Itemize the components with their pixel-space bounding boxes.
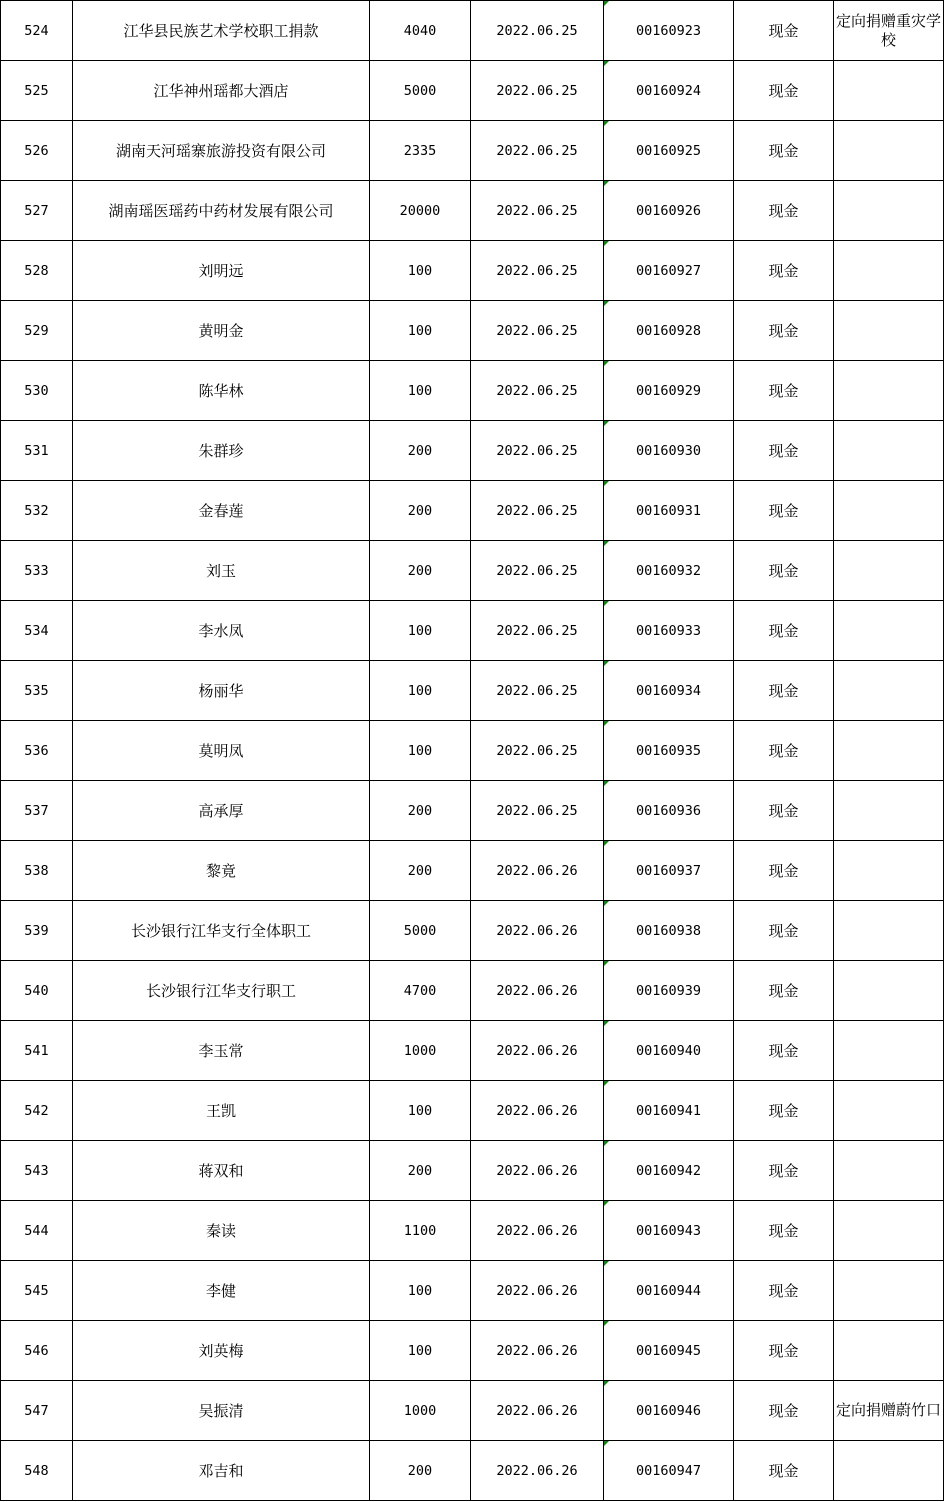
receipt-number-cell: 00160936 [604,781,734,841]
payment-method-cell: 现金 [734,721,834,781]
row-number-cell: 526 [1,121,73,181]
note-cell [834,1081,944,1141]
amount-cell: 100 [370,301,471,361]
payment-method-cell: 现金 [734,1,834,61]
table-row [1,1141,944,1201]
row-number-cell: 543 [1,1141,73,1201]
amount-cell: 100 [370,361,471,421]
date-cell: 2022.06.25 [471,541,604,601]
table-row [1,601,944,661]
amount-cell: 4700 [370,961,471,1021]
donor-name-cell: 湖南瑶医瑶药中药材发展有限公司 [73,181,370,241]
payment-method-cell: 现金 [734,1321,834,1381]
table-row [1,241,944,301]
date-cell: 2022.06.25 [471,1,604,61]
donor-name-cell: 李健 [73,1261,370,1321]
date-cell: 2022.06.25 [471,61,604,121]
note-cell [834,481,944,541]
amount-cell: 2335 [370,121,471,181]
payment-method-cell: 现金 [734,1141,834,1201]
amount-cell: 200 [370,841,471,901]
payment-method-cell: 现金 [734,1441,834,1501]
date-cell: 2022.06.25 [471,421,604,481]
receipt-number-cell: 00160945 [604,1321,734,1381]
amount-cell: 100 [370,721,471,781]
amount-cell: 200 [370,1141,471,1201]
date-cell: 2022.06.26 [471,841,604,901]
donor-name-cell: 吴振清 [73,1381,370,1441]
table-row [1,961,944,1021]
date-cell: 2022.06.25 [471,781,604,841]
amount-cell: 100 [370,241,471,301]
payment-method-cell: 现金 [734,901,834,961]
date-cell: 2022.06.26 [471,1261,604,1321]
receipt-number-cell: 00160939 [604,961,734,1021]
row-number-cell: 538 [1,841,73,901]
note-cell [834,121,944,181]
table-row [1,721,944,781]
donor-name-cell: 长沙银行江华支行职工 [73,961,370,1021]
payment-method-cell: 现金 [734,121,834,181]
receipt-number-cell: 00160942 [604,1141,734,1201]
row-number-cell: 547 [1,1381,73,1441]
payment-method-cell: 现金 [734,1081,834,1141]
table-row [1,1441,944,1501]
table-row [1,1081,944,1141]
date-cell: 2022.06.25 [471,361,604,421]
table-body [1,1,944,1501]
donor-name-cell: 高承厚 [73,781,370,841]
receipt-number-cell: 00160943 [604,1201,734,1261]
table-row [1,661,944,721]
receipt-number-cell: 00160941 [604,1081,734,1141]
note-cell [834,1441,944,1501]
row-number-cell: 548 [1,1441,73,1501]
donor-name-cell: 蒋双和 [73,1141,370,1201]
amount-cell: 100 [370,1081,471,1141]
date-cell: 2022.06.26 [471,961,604,1021]
note-cell [834,601,944,661]
donor-name-cell: 刘玉 [73,541,370,601]
row-number-cell: 541 [1,1021,73,1081]
payment-method-cell: 现金 [734,1201,834,1261]
date-cell: 2022.06.25 [471,121,604,181]
date-cell: 2022.06.26 [471,1021,604,1081]
donor-name-cell: 杨丽华 [73,661,370,721]
date-cell: 2022.06.25 [471,721,604,781]
row-number-cell: 530 [1,361,73,421]
note-cell [834,961,944,1021]
date-cell: 2022.06.26 [471,1321,604,1381]
row-number-cell: 546 [1,1321,73,1381]
receipt-number-cell: 00160938 [604,901,734,961]
table-row [1,301,944,361]
amount-cell: 1000 [370,1381,471,1441]
row-number-cell: 535 [1,661,73,721]
date-cell: 2022.06.26 [471,1381,604,1441]
date-cell: 2022.06.25 [471,601,604,661]
amount-cell: 5000 [370,61,471,121]
table-row [1,1321,944,1381]
table-row [1,121,944,181]
row-number-cell: 525 [1,61,73,121]
payment-method-cell: 现金 [734,661,834,721]
amount-cell: 200 [370,481,471,541]
donor-name-cell: 朱群珍 [73,421,370,481]
note-cell [834,901,944,961]
receipt-number-cell: 00160935 [604,721,734,781]
date-cell: 2022.06.26 [471,1201,604,1261]
amount-cell: 100 [370,601,471,661]
payment-method-cell: 现金 [734,781,834,841]
receipt-number-cell: 00160937 [604,841,734,901]
donor-name-cell: 江华神州瑶都大酒店 [73,61,370,121]
row-number-cell: 542 [1,1081,73,1141]
donor-name-cell: 黄明金 [73,301,370,361]
receipt-number-cell: 00160931 [604,481,734,541]
row-number-cell: 532 [1,481,73,541]
date-cell: 2022.06.25 [471,481,604,541]
receipt-number-cell: 00160925 [604,121,734,181]
receipt-number-cell: 00160924 [604,61,734,121]
amount-cell: 1000 [370,1021,471,1081]
note-cell [834,361,944,421]
row-number-cell: 537 [1,781,73,841]
payment-method-cell: 现金 [734,61,834,121]
amount-cell: 100 [370,1321,471,1381]
note-cell: 定向捐赠蔚竹口 [834,1381,944,1441]
note-cell [834,1021,944,1081]
receipt-number-cell: 00160944 [604,1261,734,1321]
donor-name-cell: 长沙银行江华支行全体职工 [73,901,370,961]
date-cell: 2022.06.25 [471,241,604,301]
payment-method-cell: 现金 [734,301,834,361]
table-row [1,841,944,901]
donor-name-cell: 莫明凤 [73,721,370,781]
row-number-cell: 540 [1,961,73,1021]
donor-name-cell: 李水凤 [73,601,370,661]
donor-name-cell: 秦读 [73,1201,370,1261]
row-number-cell: 529 [1,301,73,361]
donor-name-cell: 刘明远 [73,241,370,301]
date-cell: 2022.06.26 [471,1081,604,1141]
receipt-number-cell: 00160928 [604,301,734,361]
donor-name-cell: 金春莲 [73,481,370,541]
receipt-number-cell: 00160927 [604,241,734,301]
date-cell: 2022.06.26 [471,1141,604,1201]
row-number-cell: 536 [1,721,73,781]
row-number-cell: 528 [1,241,73,301]
amount-cell: 100 [370,661,471,721]
date-cell: 2022.06.26 [471,901,604,961]
table-row [1,421,944,481]
payment-method-cell: 现金 [734,481,834,541]
receipt-number-cell: 00160929 [604,361,734,421]
date-cell: 2022.06.26 [471,1441,604,1501]
amount-cell: 1100 [370,1201,471,1261]
payment-method-cell: 现金 [734,1261,834,1321]
date-cell: 2022.06.25 [471,181,604,241]
payment-method-cell: 现金 [734,241,834,301]
receipt-number-cell: 00160930 [604,421,734,481]
donor-name-cell: 湖南天河瑶寨旅游投资有限公司 [73,121,370,181]
table-row [1,1261,944,1321]
note-cell [834,1201,944,1261]
donor-name-cell: 黎竟 [73,841,370,901]
table-row [1,1381,944,1441]
payment-method-cell: 现金 [734,961,834,1021]
donor-name-cell: 王凯 [73,1081,370,1141]
table-row [1,1201,944,1261]
receipt-number-cell: 00160934 [604,661,734,721]
note-cell [834,421,944,481]
donor-name-cell: 陈华林 [73,361,370,421]
table-row [1,781,944,841]
row-number-cell: 524 [1,1,73,61]
amount-cell: 100 [370,1261,471,1321]
table-row [1,541,944,601]
table-row [1,1021,944,1081]
receipt-number-cell: 00160947 [604,1441,734,1501]
donor-name-cell: 邓吉和 [73,1441,370,1501]
table-row [1,1,944,61]
amount-cell: 4040 [370,1,471,61]
note-cell [834,301,944,361]
table-row [1,481,944,541]
amount-cell: 5000 [370,901,471,961]
donor-name-cell: 刘英梅 [73,1321,370,1381]
payment-method-cell: 现金 [734,361,834,421]
payment-method-cell: 现金 [734,1381,834,1441]
row-number-cell: 539 [1,901,73,961]
row-number-cell: 531 [1,421,73,481]
payment-method-cell: 现金 [734,841,834,901]
receipt-number-cell: 00160926 [604,181,734,241]
note-cell [834,241,944,301]
payment-method-cell: 现金 [734,1021,834,1081]
note-cell [834,1321,944,1381]
receipt-number-cell: 00160923 [604,1,734,61]
note-cell [834,661,944,721]
note-cell: 定向捐赠重灾学校 [834,1,944,61]
payment-method-cell: 现金 [734,601,834,661]
note-cell [834,841,944,901]
amount-cell: 20000 [370,181,471,241]
amount-cell: 200 [370,421,471,481]
note-cell [834,181,944,241]
row-number-cell: 544 [1,1201,73,1261]
note-cell [834,1141,944,1201]
donor-name-cell: 李玉常 [73,1021,370,1081]
note-cell [834,781,944,841]
table-row [1,361,944,421]
amount-cell: 200 [370,541,471,601]
row-number-cell: 533 [1,541,73,601]
amount-cell: 200 [370,781,471,841]
payment-method-cell: 现金 [734,181,834,241]
date-cell: 2022.06.25 [471,661,604,721]
row-number-cell: 534 [1,601,73,661]
row-number-cell: 545 [1,1261,73,1321]
donor-name-cell: 江华县民族艺术学校职工捐款 [73,1,370,61]
date-cell: 2022.06.25 [471,301,604,361]
receipt-number-cell: 00160932 [604,541,734,601]
table-row [1,181,944,241]
note-cell [834,541,944,601]
amount-cell: 200 [370,1441,471,1501]
payment-method-cell: 现金 [734,421,834,481]
note-cell [834,721,944,781]
row-number-cell: 527 [1,181,73,241]
receipt-number-cell: 00160946 [604,1381,734,1441]
payment-method-cell: 现金 [734,541,834,601]
receipt-number-cell: 00160940 [604,1021,734,1081]
table-row [1,901,944,961]
note-cell [834,61,944,121]
receipt-number-cell: 00160933 [604,601,734,661]
note-cell [834,1261,944,1321]
table-row [1,61,944,121]
